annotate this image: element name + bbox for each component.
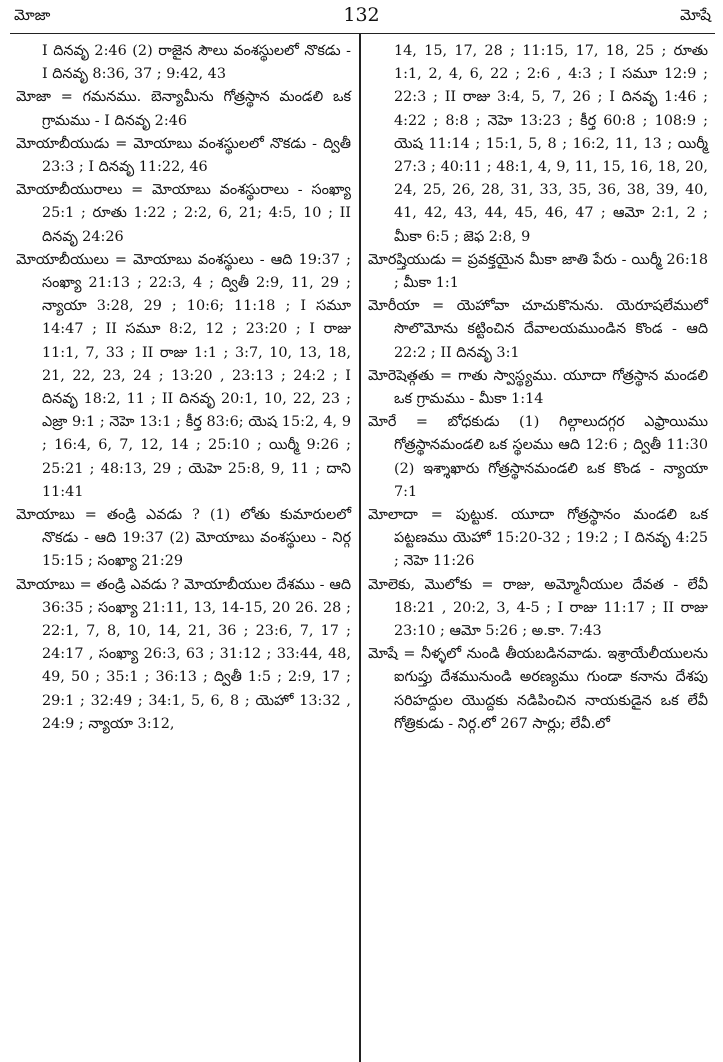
dictionary-entry: మోరీయా = యెహోవా చూచుకొనును. యెరూషలేములో సొలొమోను కట్టించిన దేవాలయముండిన కొండ - ఆది 22:2 ; II దినవృ 3:1 [368,298,708,361]
dictionary-entry: మోయాబీయుడు = మోయాబు వంశస్థులలో నొకడు - ద్వితీ 23:3 ; I దినవృ 11:22, 46 [16,135,351,176]
dictionary-entry: మోరే = బోధకుడు (1) గిల్గాలుదగ్గర ఎఫ్రాయిము గోత్రస్థానమండలి ఒక స్థలము ఆది 12:6 ; ద్వితీ 11:30 (2) ఇశ్శాఖారు గోత్రస్థానమండలి ఒక కొండ - న్యాయా 7:1 [368,414,708,500]
dictionary-entry: I దినవృ 2:46 (2) రాజైన సౌలు వంశస్థులలో నొకడు - I దినవృ 8:36, 37 ; 9:42, 43 [42,43,351,83]
left-column [16,40,351,736]
dictionary-entry: మోయాబీయులు = మోయాబు వంశస్థులు - ఆది 19:37 ; సంఖ్యా 21:13 ; 22:3, 4 ; ద్వితీ 2:9, 11, 29 ; న్యాయా 3:28, 29 ; 10:6; 11:18 ; I సమూ 14:47 ; II సమూ 8:2, 12 ; 23:20 ; I రాజు 11:1, 7, 33 ; II రాజు 1:1 ; 3:7, 10, 13, 18, 21, 22, 23, 24 ; 13:20 , 23:13 ; 24:2 ; I దినవృ 18:2, 11 ; II దినవృ 20:1, 10, 22, 23 ; ఎజ్రా 9:1 ; నెహె 13:1 ; కీర్త 83:6; యెష 15:2, 4, 9 ; 16:4, 6, 7, 12, 14 ; 25:10 ; యిర్మీ 9:26 ; 25:21 ; 48:13, 29 ; యెహె 25:8, 9, 11 ; దాని 11:41 [16,251,351,500]
running-head-left: మోజా [14,6,51,24]
dictionary-entry: 14, 15, 17, 28 ; 11:15, 17, 18, 25 ; రూతు 1:1, 2, 4, 6, 22 ; 2:6 , 4:3 ; I సమూ 12:9 ; 22:3 ; II రాజు 3:4, 5, 7, 26 ; I దినవృ 1:46 ; 4:22 ; 8:8 ; నెహె 13:23 ; కీర్త 60:8 ; 108:9 ; యెష 11:14 ; 15:1, 5, 8 ; 16:2, 11, 13 ; యిర్మీ 27:3 ; 40:11 ; 48:1, 4, 9, 11, 15, 16, 18, 20, 24, 25, 26, 28, 31, 33, 35, 36, 38, 39, 40, 41, 42, 43, 44, 45, 46, 47 ; ఆమో 2:1, 2 ; మీకా 6:5 ; జెఫ 2:8, 9 [394,43,708,245]
dictionary-entry: మోయాబు = తండ్రి ఎవడు ? మోయాబీయుల దేశము - ఆది 36:35 ; సంఖ్యా 21:11, 13, 14-15, 20 26. 28 ; 22:1, 7, 8, 10, 14, 21, 36 ; 23:6, 7, 17 ; 24:17 , సంఖ్యా 26:3, 63 ; 31:12 ; 33:44, 48, 49, 50 ; 35:1 ; 36:13 ; ద్వితీ 1:5 ; 2:9, 17 ; 29:1 ; 32:49 ; 34:1, 5, 6, 8 ; యెహో 13:32 , 24:9 ; న్యాయా 3:12, [16,576,351,732]
dictionary-entry: మోలాదా = పుట్టుక. యూదా గోత్రస్థానం మండలి ఒక పట్టణము యెహో 15:20-32 ; 19:2 ; I దినవృ 4:25 ; నెహె 11:26 [368,507,708,570]
dictionary-entry: మోలెకు, మొలోకు = రాజు, అమ్మోనీయుల దేవత - లేవీ 18:21 , 20:2, 3, 4-5 ; I రాజు 11:17 ; II రాజు 23:10 ; ఆమో 5:26 ; అ.కా. 7:43 [368,576,708,640]
running-head-right: మోషే [679,6,711,24]
page-header [0,0,723,34]
dictionary-entry: మోరెషెత్గతు = గాతు స్వాస్థ్యము. యూదా గోత్రస్థాన మండలి ఒక గ్రామము - మీకా 1:14 [368,367,708,408]
column-divider [359,34,361,1062]
dictionary-entry: మోయాబు = తండ్రి ఎవడు ? (1) లోతు కుమారులలో నొకడు - ఆది 19:37 (2) మోయాబు వంశస్థులు - నిర్గ 15:15 ; సంఖ్యా 21:29 [16,507,351,570]
dictionary-entry: మోజా = గమనము. బెన్యామీను గోత్రస్థాన మండలి ఒక గ్రామము - I దినవృ 2:46 [16,89,351,129]
dictionary-entry: మోషే = నీళ్ళలో నుండి తీయబడినవాడు. ఇశ్రాయేలీయులను ఐగుప్తు దేశమునుండి అరణ్యము గుండా కనాను దేశపు సరిహద్దుల యొద్దకు నడిపించిన నాయకుడైన ఒక లేవీ గోత్రికుడు - నిర్గ.లో 267 సార్లు; లేవీ.లో [368,646,708,732]
dictionary-entry: మోయాబీయురాలు = మోయాబు వంశస్థురాలు - సంఖ్యా 25:1 ; రూతు 1:22 ; 2:2, 6, 21; 4:5, 10 ; II దినవృ 24:26 [16,182,351,245]
header-rule [10,33,715,34]
page-number: 132 [343,4,380,26]
dictionary-entry: మోరష్తియుడు = ప్రవక్తయైన మీకా జాతి పేరు - యిర్మీ 26:18 ; మీకా 1:1 [368,251,708,292]
right-column [368,40,708,736]
